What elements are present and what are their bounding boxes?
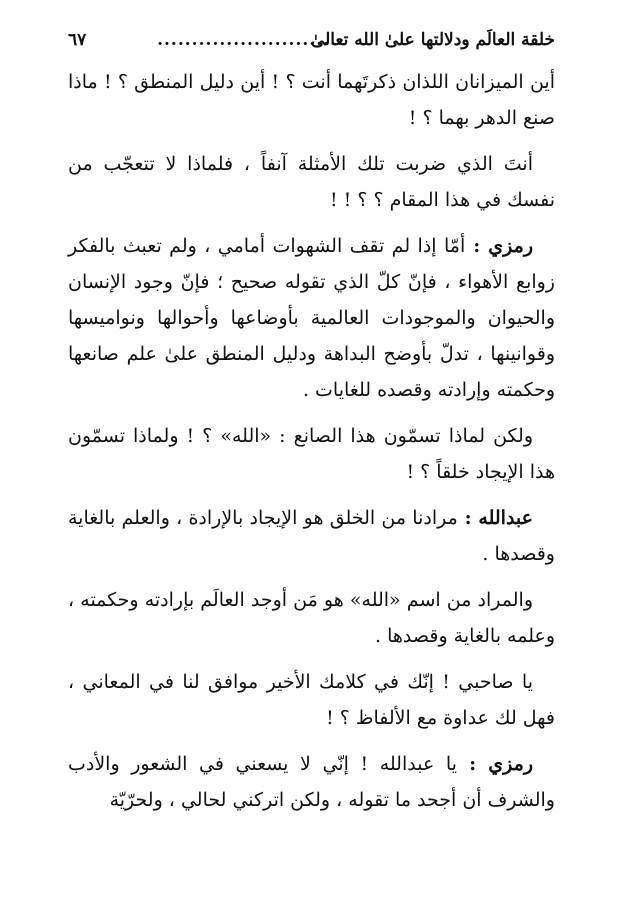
paragraph-text: أنتَ الذي ضربت تلك الأمثلة آنفاً ، فلماذا لا تتعجّب من نفسك في هذا المقام ؟ ؟ ! ! bbox=[68, 153, 555, 211]
speaker-label: رمزي : bbox=[456, 753, 534, 775]
paragraph bbox=[68, 664, 555, 736]
paragraph-text: ولكن لماذا تسمّون هذا الصانع : «الله» ؟ ! ولماذا تسمّون هذا الإيجاد خلقاً ؟ ! bbox=[68, 425, 555, 483]
paragraph bbox=[68, 418, 555, 490]
leader-dots: ........................... bbox=[157, 30, 344, 50]
paragraph-text: أمّا إذا لم تقف الشهوات أمامي ، ولم تعبث بالفكر زوابع الأهواء ، فإنّ كلّ الذي تقوله صحيح ؛ فإنّ وجود الإنسان والحيوان والموجودات العالمية بأوضاعها وأحوالها ونواميسها وقوانينها ، تدلّ بأوضح البداهة ودليل المنطق علىٰ علم صانعها وحكمته وإرادته وقصده للغايات . bbox=[68, 235, 555, 401]
paragraph-text: مرادنا من الخلق هو الإيجاد بالإرادة ، والعلم بالغاية وقصدها . bbox=[68, 507, 555, 565]
speaker-label: رمزي : bbox=[465, 235, 533, 257]
paragraph bbox=[68, 228, 555, 408]
paragraph bbox=[68, 146, 555, 218]
speaker-label: عبدالله : bbox=[457, 507, 533, 529]
paragraph bbox=[68, 64, 555, 136]
paragraph bbox=[68, 500, 555, 572]
chapter-title: خلقة العالَم ودلالتها علىٰ الله تعالىٰ bbox=[310, 30, 555, 50]
paragraph bbox=[68, 746, 555, 818]
paragraph-text: أين الميزانان اللذان ذكرتَهما أنت ؟ ! أين دليل المنطق ؟ ! ماذا صنع الدهر بهما ؟ ! bbox=[68, 71, 555, 129]
paragraph-text: يا عبدالله ! إنّي لا يسعني في الشعور والأدب والشرف أن أجحد ما تقوله ، ولكن اتركني لحالي ، ولحرّيّة bbox=[68, 753, 555, 811]
paragraph-text: يا صاحبي ! إنّك في كلامك الأخير موافق لنا في المعاني ، فهل لك عداوة مع الألفاظ ؟ ! bbox=[68, 671, 555, 729]
running-header bbox=[68, 22, 555, 64]
page-number: ٦٧ bbox=[68, 30, 87, 50]
paragraph bbox=[68, 582, 555, 654]
paragraph-text: والمراد من اسم «الله» هو مَن أوجد العالَم بإرادته وحكمته ، وعلمه بالغاية وقصدها . bbox=[68, 589, 555, 647]
book-page bbox=[68, 22, 555, 818]
